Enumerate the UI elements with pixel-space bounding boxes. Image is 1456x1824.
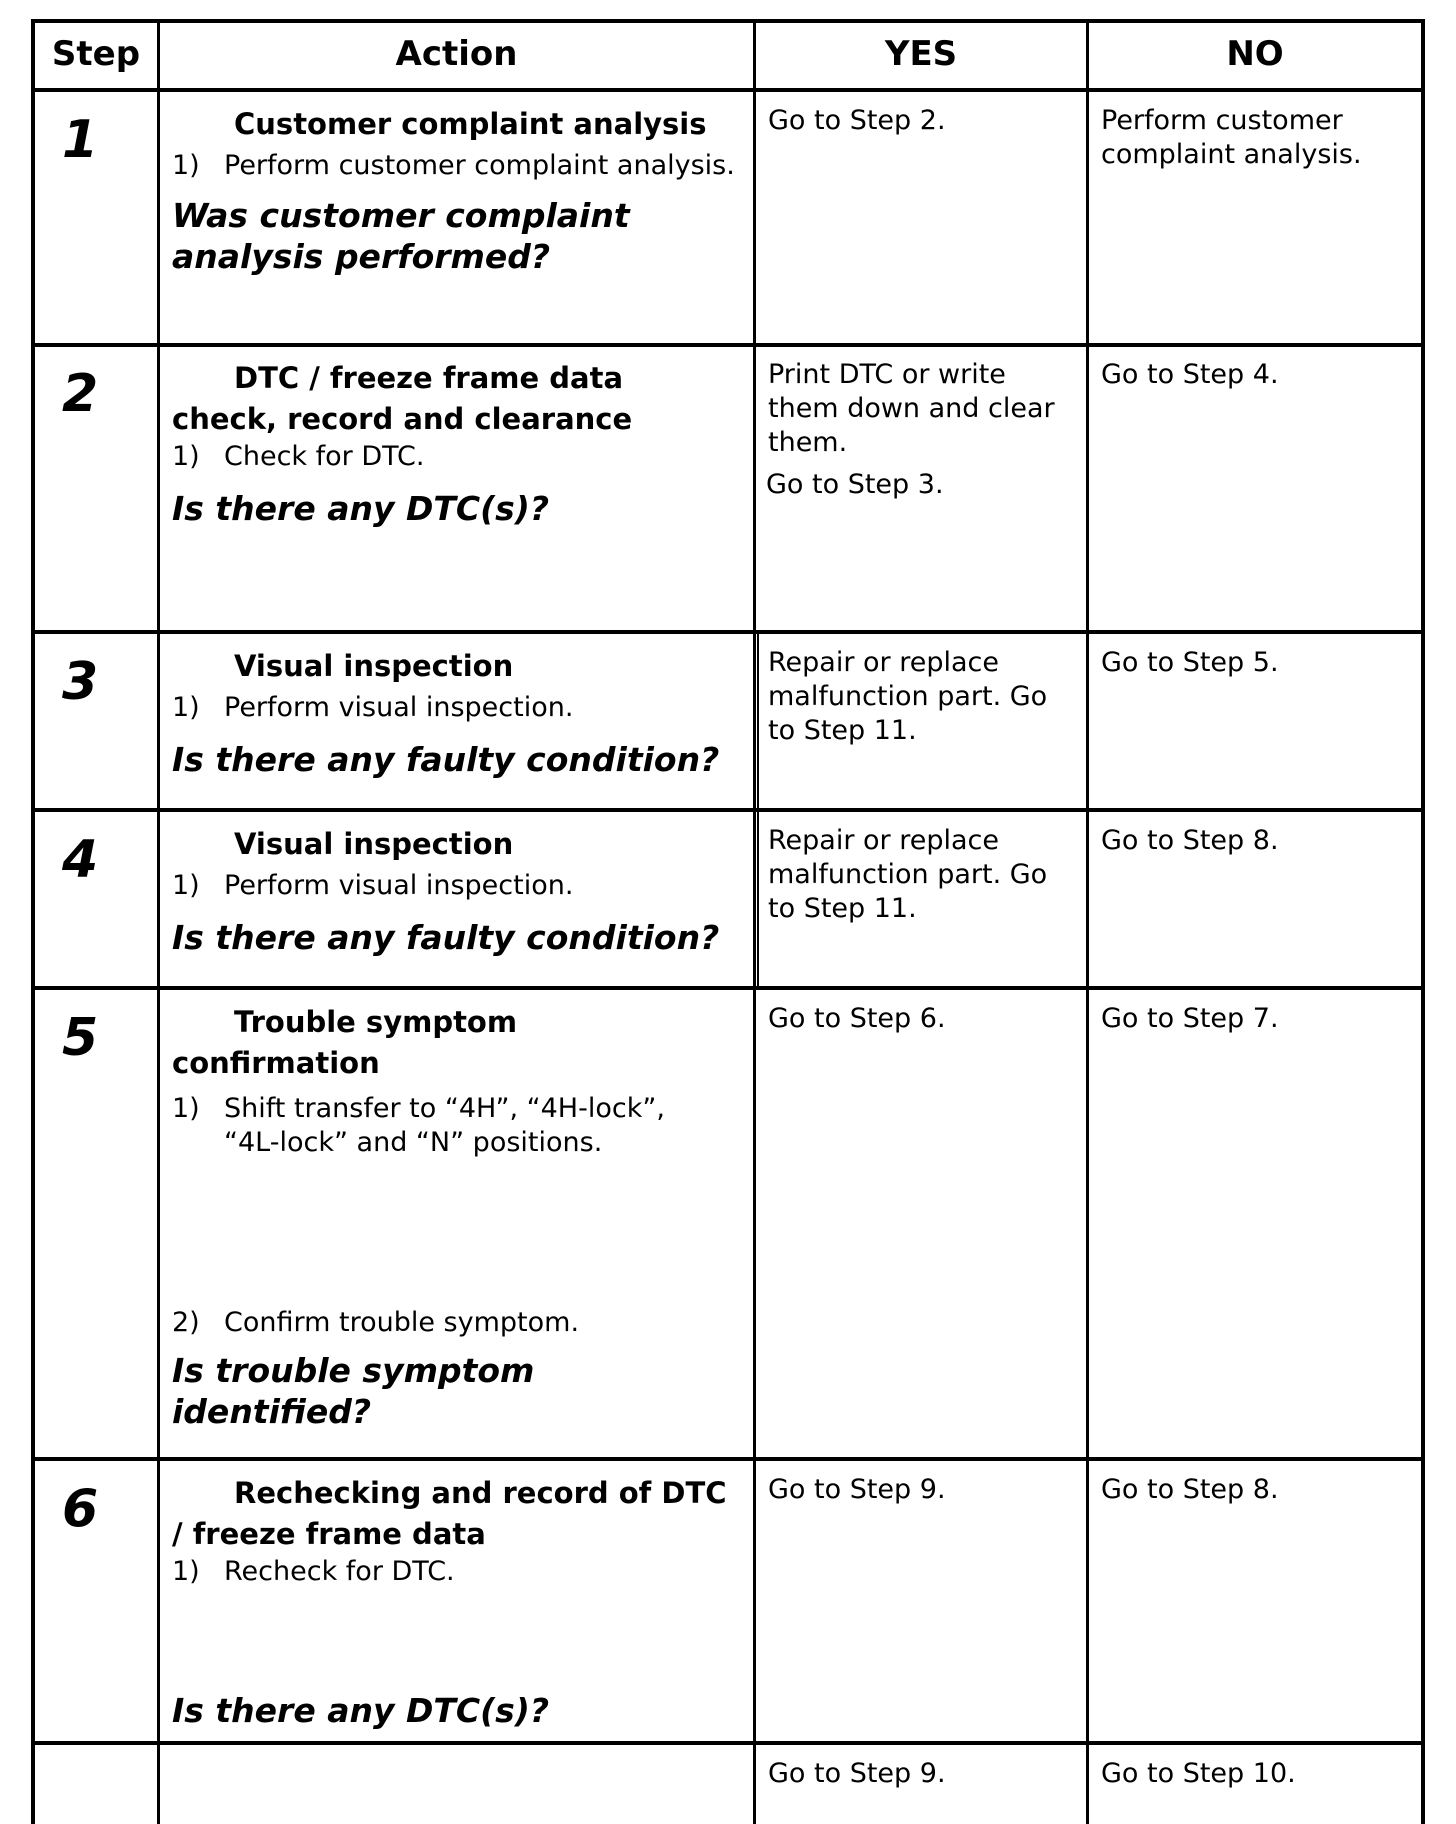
item-number: 2) [172, 1307, 200, 1338]
action-cell [172, 104, 747, 277]
item-number: 1) [172, 1556, 200, 1587]
yes-text: Print DTC or write them down and clear them. [768, 359, 1055, 458]
no-cell [1101, 358, 1411, 392]
action-item [172, 869, 752, 903]
header-yes: YES [884, 34, 958, 74]
no-cell [1101, 1002, 1411, 1036]
yes-text: Go to Step 3. [766, 469, 944, 500]
header-action: Action [395, 34, 518, 74]
step-number: 6 [62, 1479, 99, 1539]
action-title: Customer complaint analysis [234, 107, 707, 141]
row-divider-3 [31, 808, 1425, 812]
action-cell [172, 824, 752, 958]
action-question: Is there any DTC(s)? [172, 1691, 550, 1730]
yes-cell [768, 1757, 1073, 1791]
no-text: Go to Step 4. [1101, 359, 1279, 390]
yes-text: Go to Step 9. [768, 1758, 946, 1789]
action-question: Was customer complaint analysis performed? [172, 196, 630, 276]
action-title: Trouble symptom confirmation [172, 1005, 518, 1080]
no-text: Go to Step 8. [1101, 1474, 1279, 1505]
action-question: Is trouble symptom identified? [172, 1351, 535, 1431]
action-question: Is there any faulty condition? [172, 918, 720, 957]
item-text: Check for DTC. [224, 441, 425, 472]
no-text: Go to Step 8. [1101, 825, 1279, 856]
yes-text: Go to Step 9. [768, 1474, 946, 1505]
table-border-left [31, 19, 35, 1824]
no-text: Go to Step 7. [1101, 1003, 1279, 1034]
action-item [172, 1306, 732, 1340]
item-number: 1) [172, 692, 200, 723]
yes-text: Repair or replace malfunction part. Go to Step 11. [768, 647, 1048, 746]
no-text: Go to Step 5. [1101, 647, 1279, 678]
yes-cell [768, 104, 1073, 138]
col-divider-action [753, 19, 756, 1824]
action-cell [172, 358, 672, 529]
item-text: Perform customer complaint analysis. [224, 150, 735, 181]
row-divider-5 [31, 1457, 1425, 1461]
action-cell [172, 1473, 732, 1589]
action-cell-items [172, 1092, 712, 1160]
yes-text: Go to Step 2. [768, 105, 946, 136]
header-divider [31, 88, 1425, 92]
item-text: Confirm trouble symptom. [224, 1307, 580, 1338]
step-number: 3 [62, 652, 99, 712]
item-number: 1) [172, 150, 200, 181]
table-border-top [31, 19, 1425, 23]
table-border-right [1421, 19, 1425, 1824]
yes-cell [768, 646, 1073, 748]
no-text: Go to Step 10. [1101, 1758, 1296, 1789]
action-item [172, 691, 752, 725]
action-item [172, 1092, 712, 1160]
item-text: Perform visual inspection. [224, 870, 574, 901]
action-cell-items [172, 1306, 732, 1432]
step-number: 2 [62, 364, 99, 424]
header-no: NO [1226, 34, 1284, 74]
action-cell [172, 1002, 552, 1084]
yes-cell [768, 824, 1073, 926]
step-number: 5 [62, 1008, 99, 1068]
no-cell [1101, 646, 1411, 680]
action-question: Is there any DTC(s)? [172, 489, 550, 528]
action-title: Rechecking and record of DTC / freeze frame data [172, 1476, 727, 1551]
item-number: 1) [172, 441, 200, 472]
no-cell [1101, 1757, 1411, 1791]
col-divider-yes [1086, 19, 1089, 1824]
action-item [172, 440, 672, 474]
item-number: 1) [172, 1093, 200, 1124]
step-number: 1 [62, 110, 99, 170]
no-cell [1101, 1473, 1411, 1507]
action-title: Visual inspection [234, 649, 514, 683]
row-divider-2 [31, 630, 1425, 634]
item-number: 1) [172, 870, 200, 901]
action-question: Is there any faulty condition? [172, 740, 720, 779]
step-number: 4 [62, 830, 99, 890]
col-divider-step [157, 19, 160, 1824]
action-item [172, 149, 747, 183]
yes-text: Go to Step 6. [768, 1003, 946, 1034]
item-text: Shift transfer to “4H”, “4H-lock”, “4L-lock” and “N” positions. [224, 1093, 665, 1158]
row-divider-4 [31, 986, 1425, 990]
yes-cell [768, 1473, 1073, 1507]
action-cell [172, 646, 752, 780]
action-title: Visual inspection [234, 827, 514, 861]
action-title: DTC / freeze frame data check, record and clearance [172, 361, 633, 436]
header-step: Step [51, 34, 141, 74]
row-divider-6 [31, 1741, 1425, 1745]
no-text: Perform customer complaint analysis. [1101, 105, 1362, 170]
item-text: Recheck for DTC. [224, 1556, 455, 1587]
row-divider-1 [31, 343, 1425, 347]
yes-cell [768, 358, 1073, 502]
yes-text: Repair or replace malfunction part. Go to Step 11. [768, 825, 1048, 924]
no-cell [1101, 824, 1411, 858]
yes-cell [768, 1002, 1073, 1036]
no-cell [1101, 104, 1411, 172]
action-item [172, 1555, 732, 1589]
item-text: Perform visual inspection. [224, 692, 574, 723]
